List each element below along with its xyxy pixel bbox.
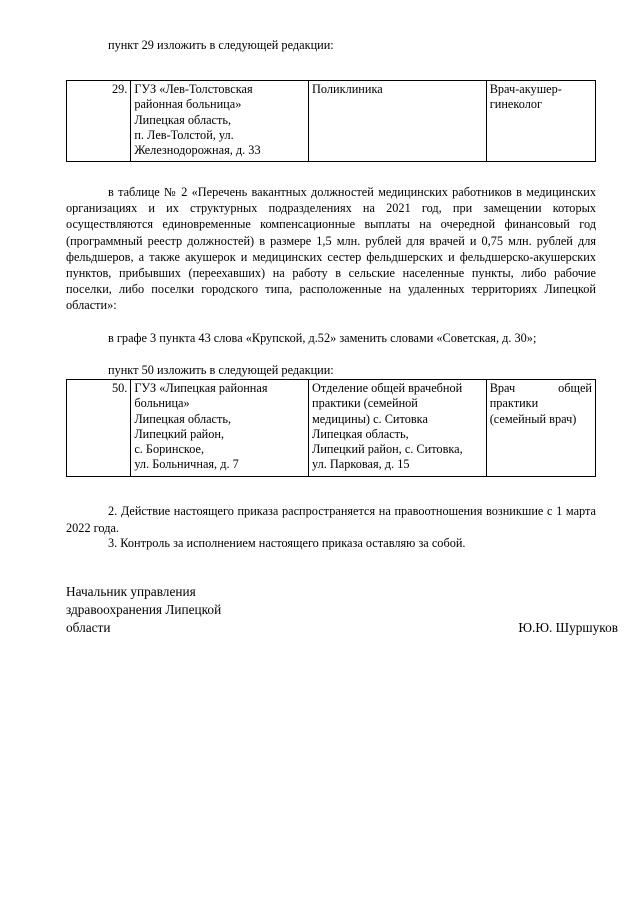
table-item-50	[66, 379, 596, 477]
org-line: с. Боринское,	[134, 442, 205, 457]
org-line: Железнодорожная, д. 33	[134, 143, 261, 158]
position-cell	[486, 81, 595, 162]
org-line: больница»	[134, 396, 190, 411]
item-3-paragraph: 3. Контроль за исполнением настоящего приказа оставляю за собой.	[108, 536, 466, 550]
position-line: Врач-акушер-	[489, 82, 562, 96]
intro-line-1: пункт 29 изложить в следующей редакции:	[108, 38, 334, 52]
position-cell	[486, 380, 595, 477]
unit-line: Липецкая область,	[312, 426, 409, 441]
unit-line: Липецкий район, с. Ситовка,	[312, 442, 463, 457]
unit-line: медицины) с. Ситовка	[312, 411, 428, 426]
signature-title	[66, 583, 221, 637]
org-line: районная больница»	[134, 97, 242, 112]
signature-title-line: области	[66, 620, 111, 635]
org-line: п. Лев-Толстой, ул.	[134, 127, 234, 142]
unit-cell	[309, 380, 487, 477]
row-number: 29.	[67, 81, 131, 162]
intro-line-2: пункт 50 изложить в следующей редакции:	[108, 363, 334, 377]
unit-line: Поликлиника	[312, 82, 383, 96]
item-2-paragraph: 2. Действие настоящего приказа распространяется на правоотношения возникшие с 1 марта 2022 года.	[66, 504, 596, 535]
position-line: (семейный врач)	[489, 411, 577, 426]
org-line: Липецкий район,	[134, 426, 225, 441]
unit-line: ул. Парковая, д. 15	[312, 457, 410, 472]
unit-cell	[309, 81, 487, 162]
org-line: Липецкая область,	[134, 411, 232, 426]
row-number: 50.	[67, 380, 131, 477]
position-line: практики	[489, 396, 539, 411]
org-line: Липецкая область,	[134, 112, 232, 127]
position-line: Врач общей	[489, 381, 592, 395]
organization-cell	[131, 380, 309, 477]
table-item-29	[66, 80, 596, 162]
org-line: ГУЗ «Лев-Толстовская	[134, 82, 253, 96]
organization-cell	[131, 81, 309, 162]
paragraph-table-2: в таблице № 2 «Перечень вакантных должностей медицинских работников в медицинских организациях и их структурных подразделениях на 2021 год, при замещении которых осуществляются единовременные компенсационные выплаты на очередной финансовый год (программный реестр должностей) в размере 1,5 млн. рублей для врачей и 0,75 млн. рублей для фельдшеров, а также акушерок и медицинских сестер фельдшерских и фельдшерско-акушерских пунктов, прибывших (переехавших) на работу в сельские населенные пункты, либо рабочие поселки, либо поселки городского типа, расположенные на удаленных территориях Липецкой области»:	[66, 185, 596, 313]
position-line: гинеколог	[489, 97, 543, 112]
table-row	[67, 380, 596, 477]
signature-title-line: Начальник управления	[66, 584, 196, 599]
org-line: ГУЗ «Липецкая районная	[134, 381, 268, 395]
paragraph-graph-3: в графе 3 пункта 43 слова «Крупской, д.52» заменить словами «Советская, д. 30»;	[108, 331, 537, 345]
unit-line: практики (семейной	[312, 396, 418, 411]
org-line: ул. Больничная, д. 7	[134, 457, 239, 472]
unit-line: Отделение общей врачебной	[312, 381, 463, 395]
signature-name: Ю.Ю. Шуршуков	[518, 620, 618, 635]
signature-title-line: здравоохранения Липецкой	[66, 602, 222, 617]
table-row	[67, 81, 596, 162]
